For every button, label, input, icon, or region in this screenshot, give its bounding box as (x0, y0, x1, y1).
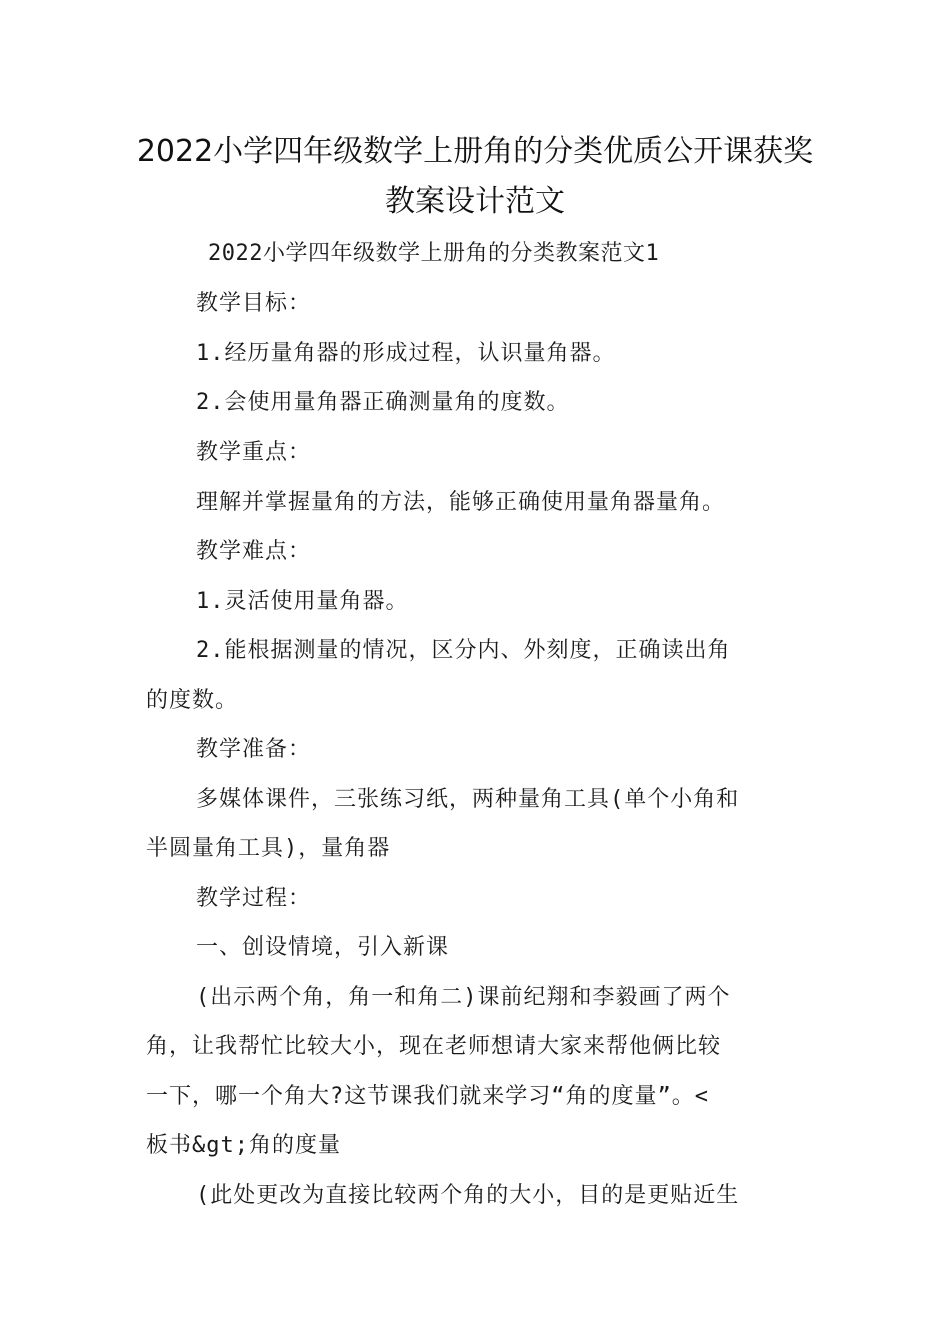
paragraph-line: 教学重点： (196, 440, 312, 465)
paragraph-line: 理解并掌握量角的方法，能够正确使用量角器量角。 (196, 490, 726, 515)
paragraph-line: 2.会使用量角器正确测量角的度数。 (196, 390, 570, 415)
paragraph-line: 教学目标： (196, 291, 312, 316)
paragraph-line: (此处更改为直接比较两个角的大小，目的是更贴近生 (196, 1183, 740, 1208)
paragraph-line: 的度数。 (146, 688, 239, 713)
paragraph-line: 一、创设情境，引入新课 (196, 935, 450, 960)
document-title-line-2: 教案设计范文 (385, 184, 565, 219)
paragraph-line: 1.灵活使用量角器。 (196, 589, 409, 614)
section-heading: 2022小学四年级数学上册角的分类教案范文1 (208, 241, 660, 266)
paragraph-line: (出示两个角，角一和角二)课前纪翔和李毅画了两个 (196, 985, 731, 1010)
paragraph-line: 教学准备： (196, 737, 312, 762)
paragraph-line: 教学过程： (196, 886, 312, 911)
paragraph-line: 1.经历量角器的形成过程，认识量角器。 (196, 341, 616, 366)
paragraph-line: 板书&gt;角的度量 (146, 1133, 341, 1158)
paragraph-line: 多媒体课件，三张练习纸，两种量角工具(单个小角和 (196, 787, 740, 812)
paragraph-line: 一下，哪一个角大?这节课我们就来学习“角的度量”。< (146, 1084, 709, 1109)
paragraph-line: 角，让我帮忙比较大小，现在老师想请大家来帮他俩比较 (146, 1034, 722, 1059)
paragraph-line: 半圆量角工具)，量角器 (146, 836, 391, 861)
document-title-line-1: 2022小学四年级数学上册角的分类优质公开课获奖 (136, 134, 814, 169)
paragraph-line: 2.能根据测量的情况，区分内、外刻度，正确读出角 (196, 638, 731, 663)
paragraph-line: 教学难点： (196, 539, 312, 564)
